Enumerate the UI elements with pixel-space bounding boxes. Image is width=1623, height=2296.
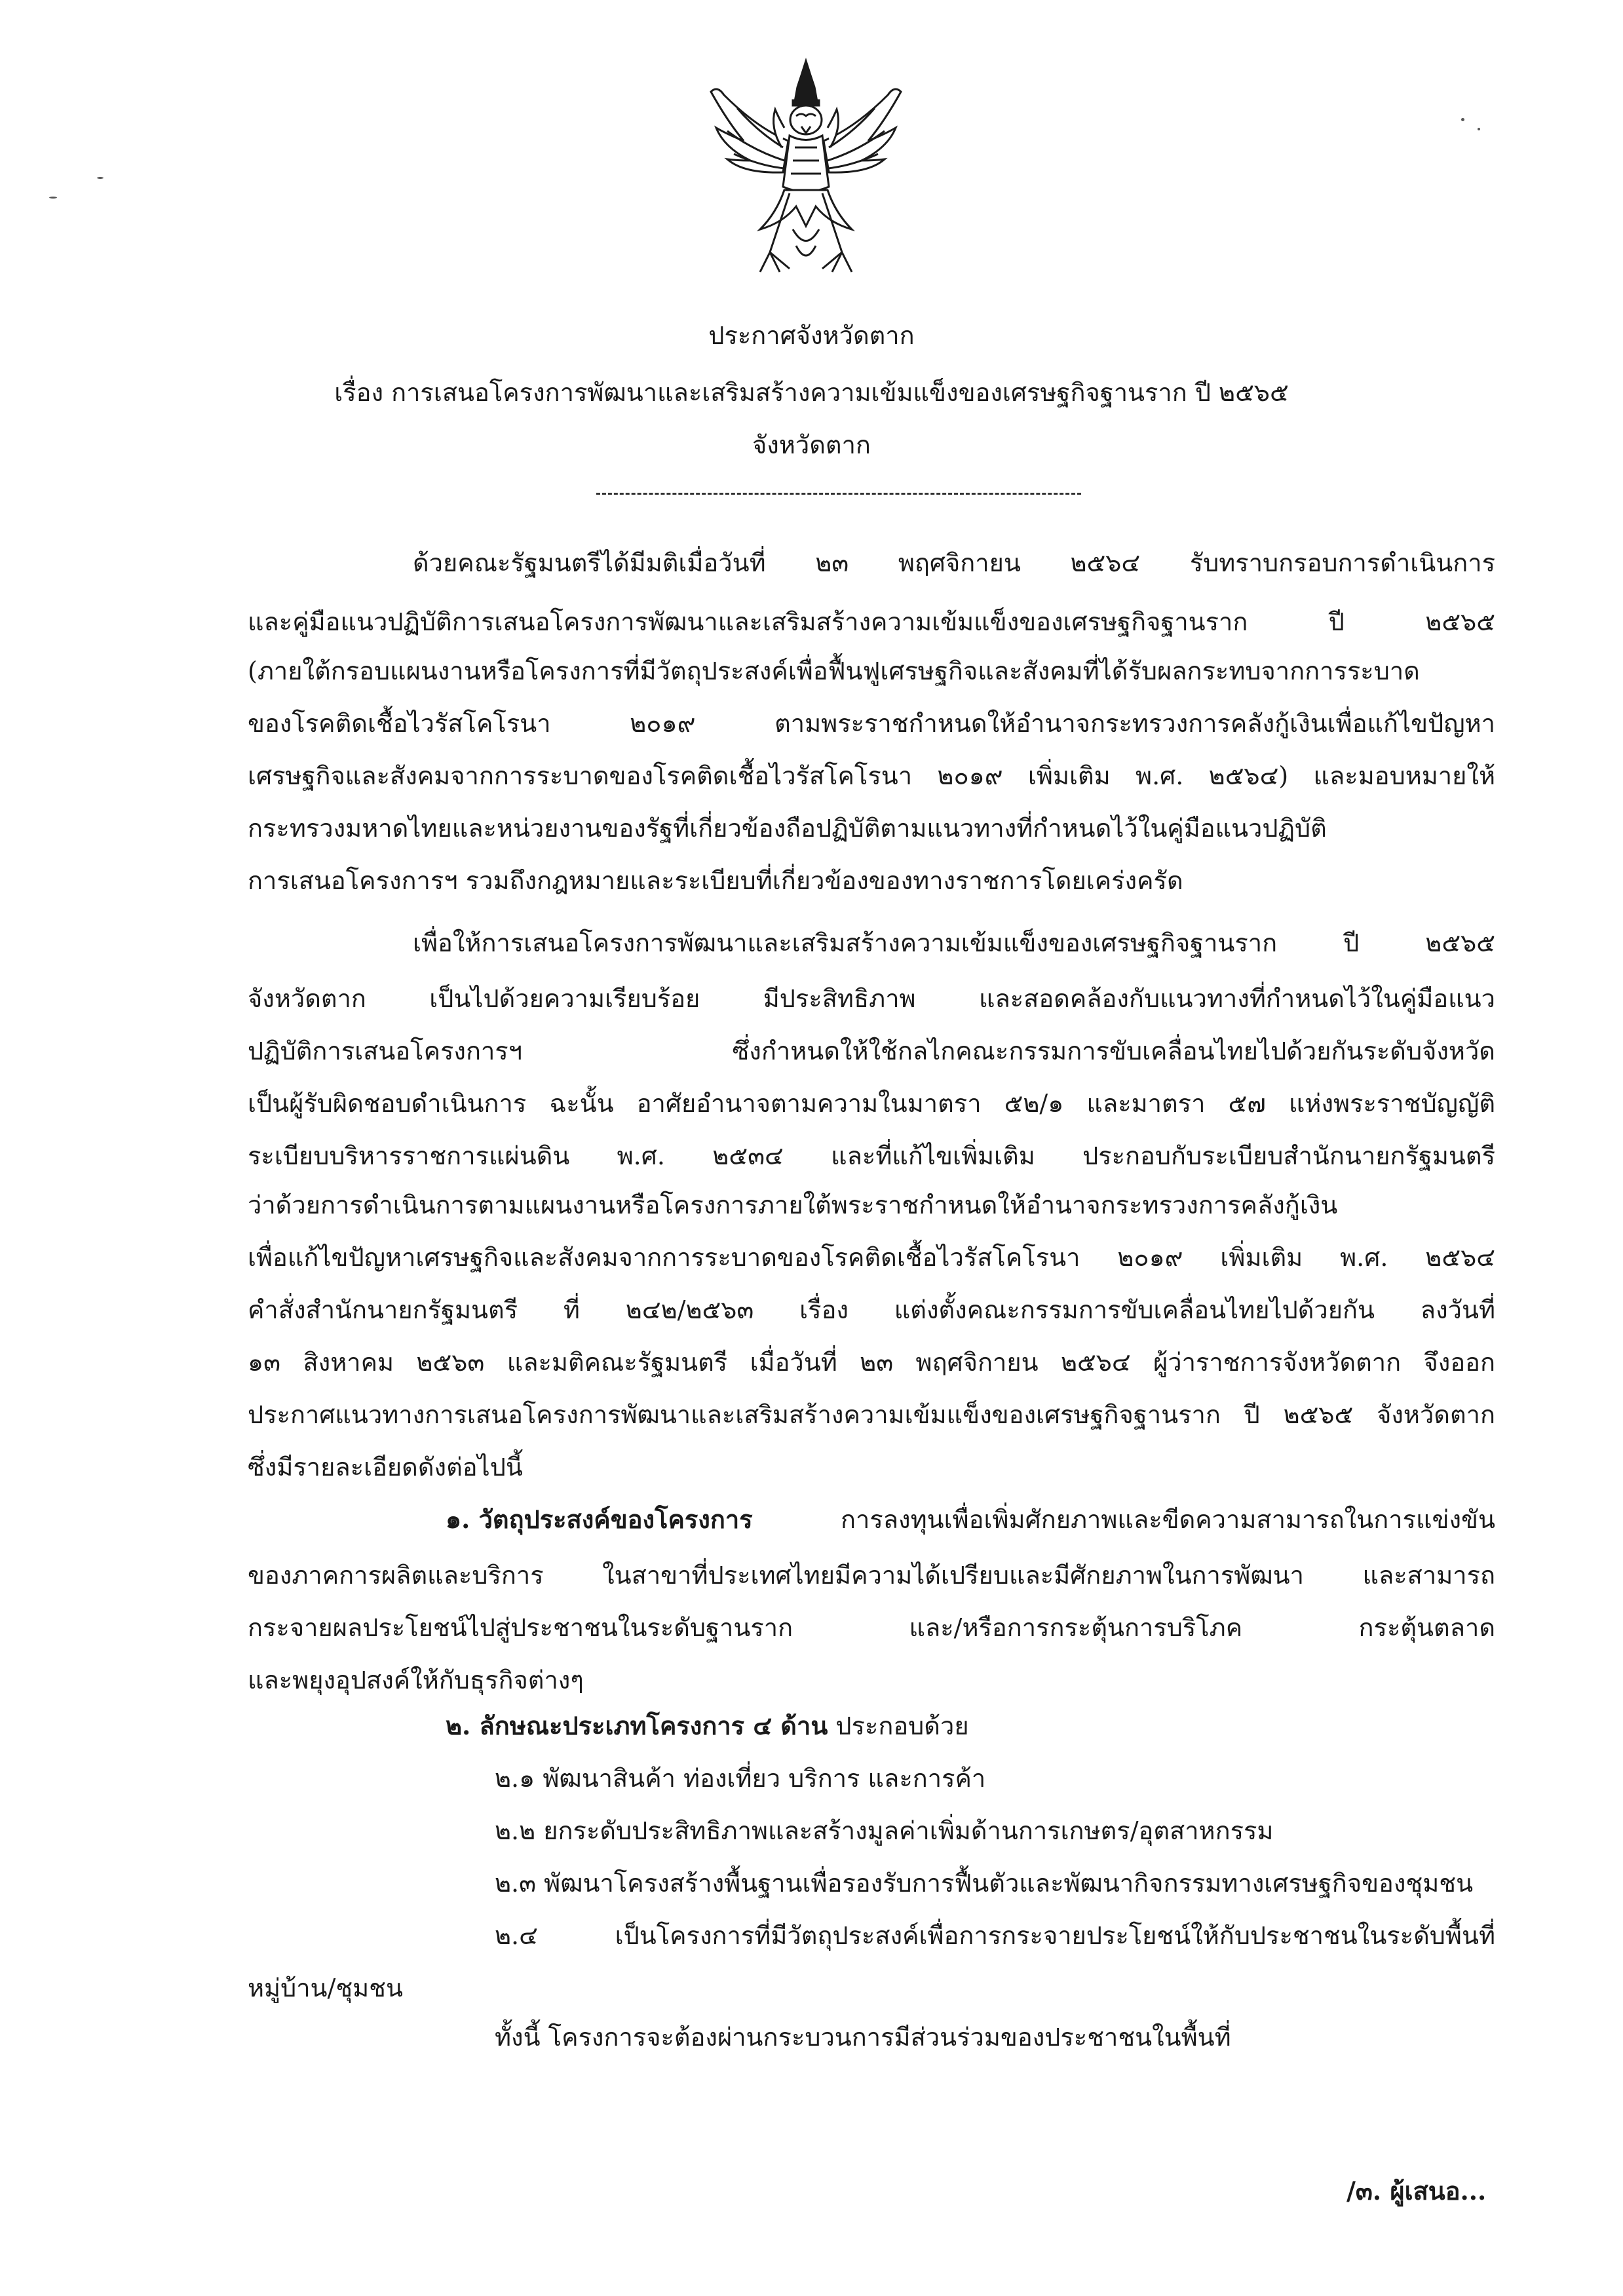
para1-line: และคู่มือแนวปฏิบัติการเสนอโครงการพัฒนาและเสริมสร้างความเข้มแข็งของเศรษฐกิจฐานราก ปี ๒๕๖๕ bbox=[248, 607, 1495, 636]
section2-heading: ๒. ลักษณะประเภทโครงการ ๔ ด้าน bbox=[446, 1711, 828, 1740]
section2-heading-rest: ประกอบด้วย bbox=[835, 1712, 969, 1740]
para1-line: (ภายใต้กรอบแผนงานหรือโครงการที่มีวัตถุประสงค์เพื่อฟื้นฟูเศรษฐกิจและสังคมที่ได้รับผลกระทบจากการระบาด bbox=[248, 657, 1420, 685]
section2-item: ๒.๒ ยกระดับประสิทธิภาพและสร้างมูลค่าเพิ่มด้านการเกษตร/อุตสาหกรรม bbox=[495, 1816, 1274, 1845]
document-province: จังหวัดตาก bbox=[752, 430, 871, 459]
document-title: ประกาศจังหวัดตาก bbox=[708, 321, 915, 350]
scan-speck bbox=[1461, 118, 1464, 121]
scan-speck bbox=[97, 177, 104, 179]
document-subject: เรื่อง การเสนอโครงการพัฒนาและเสริมสร้างความเข้มแข็งของเศรษฐกิจฐานราก ปี ๒๕๖๕ bbox=[334, 378, 1289, 407]
section1-first-line-text: การลงทุนเพื่อเพิ่มศักยภาพและขีดความสามารถในการแข่งขัน bbox=[841, 1505, 1495, 1534]
section2-item: ๒.๔ เป็นโครงการที่มีวัตถุประสงค์เพื่อการกระจายประโยชน์ให้กับประชาชนในระดับพื้นที่ bbox=[495, 1921, 1495, 1950]
scan-speck bbox=[49, 197, 57, 199]
section1-line: และพยุงอุปสงค์ให้กับธุรกิจต่างๆ bbox=[248, 1666, 584, 1694]
para1-line: ของโรคติดเชื้อไวรัสโคโรนา ๒๐๑๙ ตามพระราชกำหนดให้อำนาจกระทรวงการคลังกู้เงินเพื่อแก้ไขปัญหา bbox=[248, 709, 1495, 738]
header-divider bbox=[596, 493, 1081, 495]
para2-line: เป็นผู้รับผิดชอบดำเนินการ ฉะนั้น อาศัยอำนาจตามความในมาตรา ๕๒/๑ และมาตรา ๕๗ แห่งพระราชบัญญัติ bbox=[248, 1089, 1495, 1118]
para2-line: ปฏิบัติการเสนอโครงการฯ ซึ่งกำหนดให้ใช้กลไกคณะกรรมการขับเคลื่อนไทยไปด้วยกันระดับจังหวัด bbox=[248, 1037, 1495, 1065]
section2-item-continuation: หมู่บ้าน/ชุมชน bbox=[248, 1974, 403, 2002]
garuda-emblem-icon bbox=[698, 56, 914, 278]
scan-speck bbox=[1478, 128, 1480, 130]
section1-line: กระจายผลประโยชน์ไปสู่ประชาชนในระดับฐานราก และ/หรือการกระตุ้นการบริโภค กระตุ้นตลาด bbox=[248, 1613, 1495, 1642]
para2-line: ระเบียบบริหารราชการแผ่นดิน พ.ศ. ๒๕๓๔ และที่แก้ไขเพิ่มเติม ประกอบกับระเบียบสำนักนายกรัฐมนตรี bbox=[248, 1141, 1495, 1170]
section1-heading: ๑. วัตถุประสงค์ของโครงการ bbox=[446, 1504, 753, 1534]
para2-line: ซึ่งมีรายละเอียดดังต่อไปนี้ bbox=[248, 1453, 523, 1482]
para2-line: เพื่อให้การเสนอโครงการพัฒนาและเสริมสร้างความเข้มแข็งของเศรษฐกิจฐานราก ปี ๒๕๖๕ bbox=[413, 928, 1495, 957]
section2-item: ๒.๑ พัฒนาสินค้า ท่องเที่ยว บริการ และการค้า bbox=[495, 1764, 986, 1793]
para2-line: ๑๓ สิงหาคม ๒๕๖๓ และมติคณะรัฐมนตรี เมื่อวันที่ ๒๓ พฤศจิกายน ๒๕๖๔ ผู้ว่าราชการจังหวัดตาก จึงออก bbox=[248, 1348, 1495, 1377]
para1-line: ด้วยคณะรัฐมนตรีได้มีมติเมื่อวันที่ ๒๓ พฤศจิกายน ๒๕๖๔ รับทราบกรอบการดำเนินการ bbox=[413, 548, 1495, 577]
para2-line: ว่าด้วยการดำเนินการตามแผนงานหรือโครงการภายใต้พระราชกำหนดให้อำนาจกระทรวงการคลังกู้เงิน bbox=[248, 1191, 1338, 1219]
para1-line: การเสนอโครงการฯ รวมถึงกฎหมายและระเบียบที่เกี่ยวข้องของทางราชการโดยเคร่งครัด bbox=[248, 866, 1183, 895]
para2-line: คำสั่งสำนักนายกรัฐมนตรี ที่ ๒๔๒/๒๕๖๓ เรื่อง แต่งตั้งคณะกรรมการขับเคลื่อนไทยไปด้วยกัน ลงวันที่ bbox=[248, 1295, 1495, 1324]
section2-item: ๒.๓ พัฒนาโครงสร้างพื้นฐานเพื่อรองรับการฟื้นตัวและพัฒนากิจกรรมทางเศรษฐกิจของชุมชน bbox=[495, 1869, 1474, 1898]
para2-line: เพื่อแก้ไขปัญหาเศรษฐกิจและสังคมจากการระบาดของโรคติดเชื้อไวรัสโคโรนา ๒๐๑๙ เพิ่มเติม พ.ศ. ๒๕๖๔ bbox=[248, 1243, 1495, 1272]
para1-line: เศรษฐกิจและสังคมจากการระบาดของโรคติดเชื้อไวรัสโคโรนา ๒๐๑๙ เพิ่มเติม พ.ศ. ๒๕๖๔) และมอบหมายให้ bbox=[248, 761, 1495, 790]
section2-note: ทั้งนี้ โครงการจะต้องผ่านกระบวนการมีส่วนร่วมของประชาชนในพื้นที่ bbox=[495, 2023, 1231, 2052]
page-continuation: /๓. ผู้เสนอ... bbox=[1346, 2176, 1487, 2206]
para2-line: ประกาศแนวทางการเสนอโครงการพัฒนาและเสริมสร้างความเข้มแข็งของเศรษฐกิจฐานราก ปี ๒๕๖๕ จังหวัดตาก bbox=[248, 1400, 1495, 1429]
section1-line: ของภาคการผลิตและบริการ ในสาขาที่ประเทศไทยมีความได้เปรียบและมีศักยภาพในการพัฒนา และสามารถ bbox=[248, 1561, 1495, 1590]
section1-first-line bbox=[446, 1504, 1495, 1534]
para1-line: กระทรวงมหาดไทยและหน่วยงานของรัฐที่เกี่ยวข้องถือปฏิบัติตามแนวทางที่กำหนดไว้ในคู่มือแนวปฏิบัติ bbox=[248, 814, 1327, 843]
section2-heading-line bbox=[446, 1713, 969, 1738]
para2-line: จังหวัดตาก เป็นไปด้วยความเรียบร้อย มีประสิทธิภาพ และสอดคล้องกับแนวทางที่กำหนดไว้ในคู่มือแนว bbox=[248, 984, 1495, 1013]
